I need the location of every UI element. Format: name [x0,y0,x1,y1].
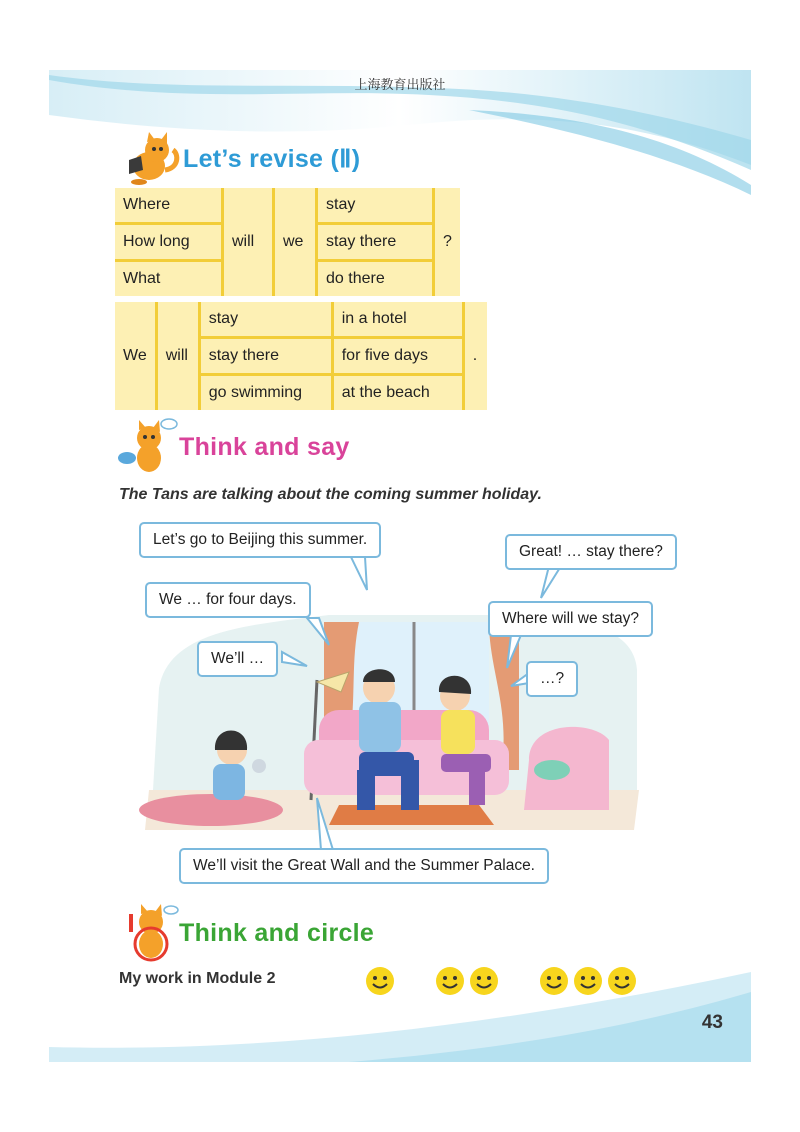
bubble-question: …? [526,661,578,697]
we-cell: we [274,188,317,296]
question-word-cell: Where [115,188,223,224]
think-and-circle-title: Think and circle [179,918,375,947]
question-word-cell: What [115,261,223,297]
question-mark-cell: ? [443,233,452,250]
bubble-where-stay: Where will we stay? [488,601,653,637]
smiley-face-icon[interactable] [365,966,395,996]
period-cell: . [472,347,478,364]
phrase-cell: for five days [332,338,463,375]
scene-caption: The Tans are talking about the coming summer holiday. [119,486,542,503]
think-and-circle-header [115,904,374,962]
verb-cell: stay there [199,338,332,375]
question-word-cell: How long [115,224,223,261]
smiley-face-icon[interactable] [573,966,603,996]
bubble-lets-go-beijing: Let’s go to Beijing this summer. [139,522,381,558]
smiley-face-icon[interactable] [469,966,499,996]
smiley-face-icon[interactable] [539,966,569,996]
we-cell: We [115,302,156,410]
bubble-well: We’ll … [197,641,278,677]
my-work-label: My work in Module 2 [119,970,276,987]
verb-cell: do there [317,261,434,297]
textbook-page [49,70,751,1062]
think-and-say-title: Think and say [179,432,350,461]
will-cell: will [223,188,274,296]
phrase-cell: at the beach [332,375,463,411]
cat-mascot-icon [115,904,179,962]
bubble-great-stay-there: Great! … stay there? [505,534,677,570]
smiley-face-icon[interactable] [435,966,465,996]
verb-cell: stay there [317,224,434,261]
will-cell: will [156,302,199,410]
lets-revise-title: Let’s revise (Ⅱ) [183,145,361,173]
smiley-face-icon[interactable] [607,966,637,996]
page-number: 43 [701,1012,723,1033]
publisher-name: 上海教育出版社 [354,78,446,93]
bubble-visit-great-wall: We’ll visit the Great Wall and the Summer Palace. [179,848,549,884]
verb-cell: stay [199,302,332,338]
verb-cell: stay [317,188,434,224]
verb-cell: go swimming [199,375,332,411]
bubble-four-days: We … for four days. [145,582,311,618]
phrase-cell: in a hotel [332,302,463,338]
